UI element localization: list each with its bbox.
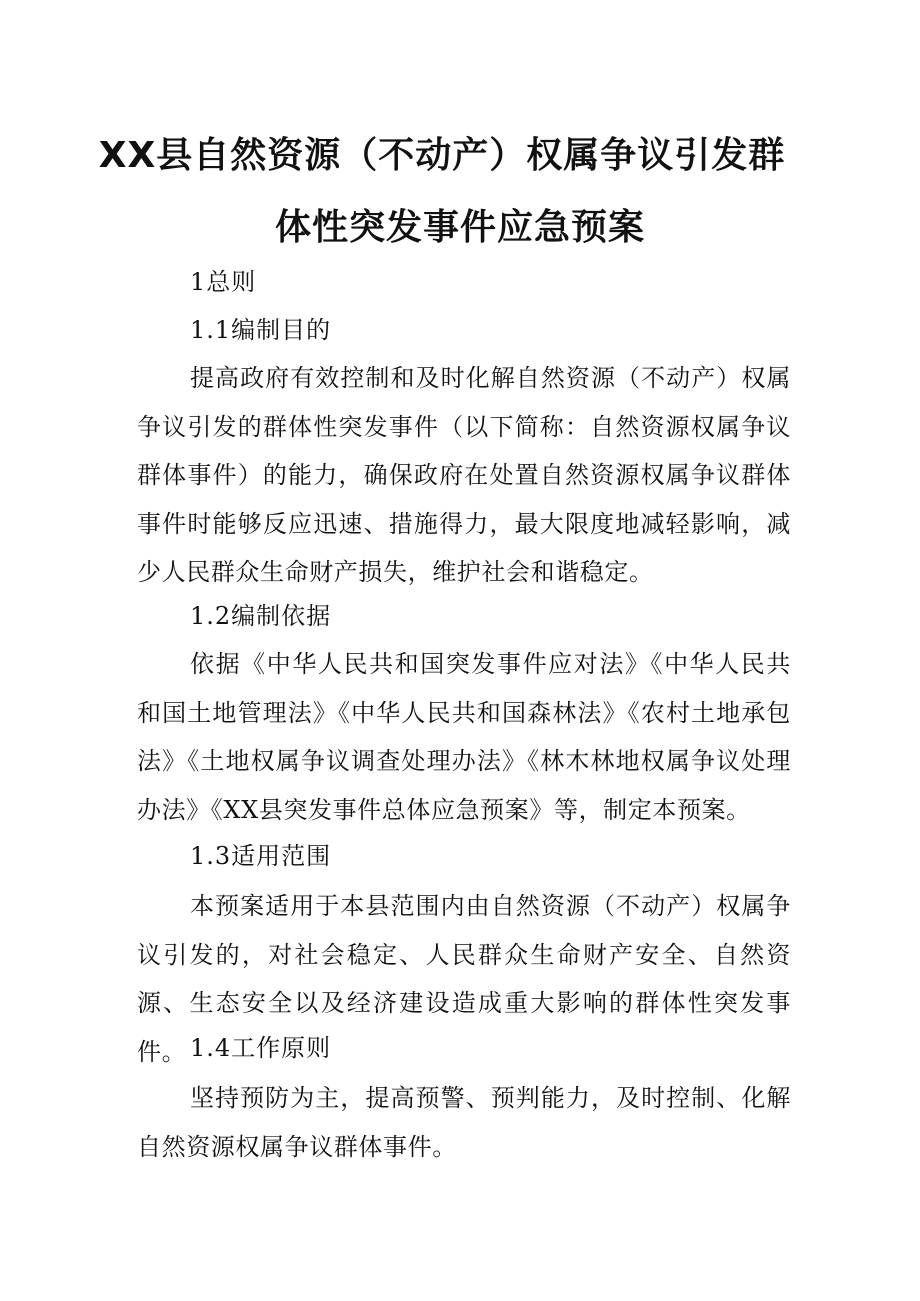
section-paragraph-principles: 坚持预防为主，提高预警、预判能力，及时控制、化解自然资源权属争议群体事件。 <box>137 1084 791 1161</box>
document-title-line-2: 体性突发事件应急预案 <box>274 207 645 248</box>
section-heading-scope: 1.3适用范围 <box>190 842 332 870</box>
section-heading-general: 1总则 <box>190 268 257 296</box>
document-title-line-1: XX县自然资源（不动产）权属争议引发群 <box>98 135 786 176</box>
section-paragraph-scope: 本预案适用于本县范围内由自然资源（不动产）权属争议引发的，对社会稳定、人民群众生命财产安全、自然资源、生态安全以及经济建设造成重大影响的群体性突发事件。 <box>137 892 791 1066</box>
section-heading-purpose: 1.1编制目的 <box>190 316 332 344</box>
section-heading-basis: 1.2编制依据 <box>190 602 332 630</box>
section-heading-principles: 1.4工作原则 <box>190 1034 332 1062</box>
section-paragraph-basis: 依据《中华人民共和国突发事件应对法》《中华人民共和国土地管理法》《中华人民共和国森林法》《农村土地承包法》《土地权属争议调查处理办法》《林木林地权属争议处理办法》《XX县突发事件总体应急预案》等，制定本预案。 <box>137 650 791 824</box>
section-paragraph-purpose: 提高政府有效控制和及时化解自然资源（不动产）权属争议引发的群体性突发事件（以下简称：自然资源权属争议群体事件）的能力，确保政府在处置自然资源权属争议群体事件时能够反应迅速、措施得力，最大限度地减轻影响，减少人民群众生命财产损失，维护社会和谐稳定。 <box>137 364 791 586</box>
